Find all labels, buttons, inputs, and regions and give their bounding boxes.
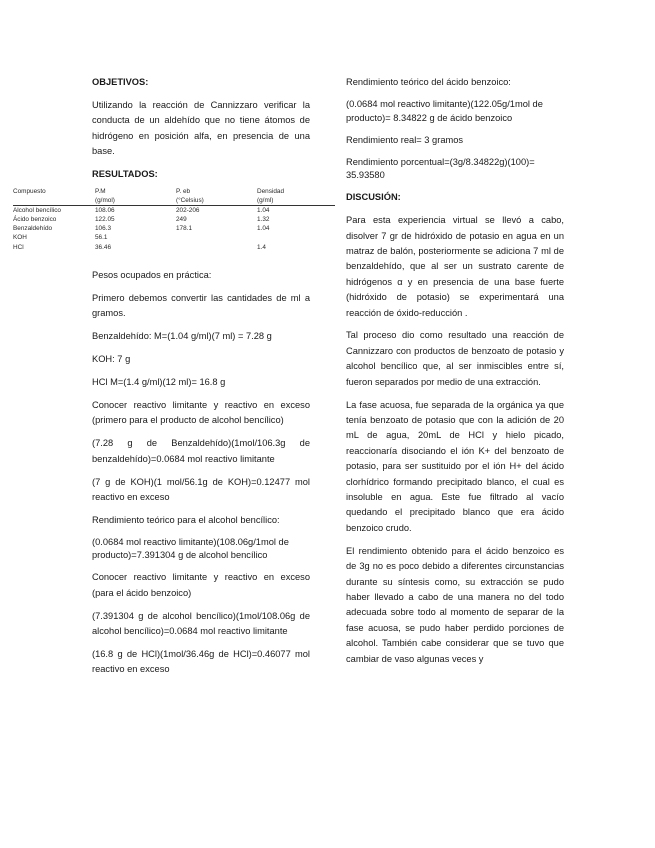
paragraph: Para esta experiencia virtual se llevó a cabo, disolver 7 gr de hidróxido de potasio en agua en un matraz de balón, posteriormente se adiciona 7 ml de benzaldehído, que al ser un sustrato carente de hidrógenos α y en presencia de una base fuerte (hidróxido de potasio) se experimentará una reacción de óxido-reducción . bbox=[346, 215, 564, 318]
table-cell: Alcohol bencílico bbox=[13, 207, 61, 215]
discusion-heading: DISCUSIÓN: bbox=[346, 192, 401, 203]
paragraph: Rendimiento porcentual=(3g/8.34822g)(100)= 35.93580 bbox=[346, 156, 535, 181]
table-header-row bbox=[13, 187, 335, 206]
paragraph: La fase acuosa, fue separada de la orgánica ya que tenía benzoato de potasio que con la adición de 20 mL de agua, 20mL de HCl y hielo picado, reaccionaría disociando el ión K+ del benzoato de potasio, para ser sustituido por el ión H+ del ácido clorhídrico formando precipitado blanco, el cual es insoluble en agua. Este fue filtrado al vacío quedando el precipitado blanco que era ácido benzoico crudo. bbox=[346, 399, 564, 533]
table-row bbox=[13, 224, 335, 233]
pesos-heading: Pesos ocupados en práctica: bbox=[92, 269, 212, 280]
paragraph: (0.0684 mol reactivo limitante)(108.06g/1mol de producto)=7.391304 g de alcohol bencílico bbox=[92, 536, 289, 561]
table-cell: HCl bbox=[13, 243, 24, 251]
table-cell bbox=[176, 243, 257, 252]
paragraph: HCl M=(1.4 g/ml)(12 ml)= 16.8 g bbox=[92, 376, 226, 387]
paragraph: Primero debemos convertir las cantidades de ml a gramos. bbox=[92, 292, 310, 319]
table-header-cell: Densidad (g/ml) bbox=[257, 188, 285, 205]
right-column bbox=[346, 75, 564, 674]
table-cell: 1.4 bbox=[257, 243, 266, 251]
table-cell: Benzaldehído bbox=[13, 225, 53, 233]
paragraph: Tal proceso dio como resultado una reacción de Cannizzaro con productos de benzoato de potasio y alcohol bencílico que, al ser inmiscibles entre sí, fueron separados por medio de una extracción. bbox=[346, 330, 564, 387]
table-cell bbox=[257, 233, 335, 242]
resultados-heading: RESULTADOS: bbox=[92, 169, 158, 180]
table-cell: 1.04 bbox=[257, 207, 270, 215]
table-row bbox=[13, 243, 335, 252]
table-cell: 1.32 bbox=[257, 216, 270, 224]
table-cell: 108.06 bbox=[95, 207, 115, 215]
paragraph: (0.0684 mol reactivo limitante)(122.05g/1mol de producto)= 8.34822 g de ácido benzoico bbox=[346, 98, 543, 123]
paragraph: Benzaldehído: M=(1.04 g/ml)(7 ml) = 7.28 g bbox=[92, 331, 272, 342]
paragraph: Rendimiento real= 3 gramos bbox=[346, 134, 464, 145]
table-row bbox=[13, 206, 335, 215]
left-column bbox=[92, 75, 310, 685]
table-header-cell: Compuesto bbox=[13, 188, 46, 195]
table-cell: Ácido benzoico bbox=[13, 216, 57, 224]
paragraph: Rendimiento teórico del ácido benzoico: bbox=[346, 77, 511, 87]
paragraph: El rendimiento obtenido para el ácido benzoico es de 3g no es poco debido a diferentes circunstancias durante su síntesis como, su extracción se pudo haber llevado a cabo de una manera no del todo adecuada sobre todo al momento de separar de la fase acuosa, se pudo haber perdido porciones de alcohol. También cabe considerar que se tuvo que cambiar de vaso algunas veces y bbox=[346, 545, 564, 664]
table-cell: 202-206 bbox=[176, 207, 200, 215]
paragraph: (16.8 g de HCl)(1mol/36.46g de HCl)=0.46077 mol reactivo en exceso bbox=[92, 649, 310, 675]
paragraph: (7.28 g de Benzaldehído)(1mol/106.3g de benzaldehído)=0.0684 mol reactivo limitante bbox=[92, 438, 310, 464]
objetivos-heading: OBJETIVOS: bbox=[92, 77, 149, 87]
paragraph: Conocer reactivo limitante y reactivo en exceso (para el ácido benzoico) bbox=[92, 572, 310, 598]
table-header-cell: P. eb (°Celsius) bbox=[176, 188, 204, 205]
table-cell: 106.3 bbox=[95, 225, 111, 233]
table-cell: 122.05 bbox=[95, 216, 115, 224]
paragraph: Conocer reactivo limitante y reactivo en exceso (primero para el producto de alcohol bencílico) bbox=[92, 399, 310, 426]
table-cell: 36.46 bbox=[95, 243, 111, 251]
table-cell: 249 bbox=[176, 216, 187, 224]
table-header-cell: P.M (g/mol) bbox=[95, 188, 115, 205]
table-cell: KOH bbox=[13, 234, 27, 242]
paragraph: KOH: 7 g bbox=[92, 354, 131, 365]
results-table bbox=[13, 187, 335, 252]
objetivos-text: Utilizando la reacción de Cannizzaro verificar la conducta de un aldehído que no tiene átomos de hidrógeno en posición alfa, en presencia de una base. bbox=[92, 99, 310, 157]
paragraph: (7.391304 g de alcohol bencílico)(1mol/108.06g de alcohol bencílico)=0.0684 mol reactivo limitante bbox=[92, 610, 310, 637]
table-cell bbox=[176, 233, 257, 242]
table-cell: 56.1 bbox=[95, 234, 108, 242]
table-row bbox=[13, 233, 335, 242]
table-row bbox=[13, 215, 335, 224]
table-cell: 178.1 bbox=[176, 225, 192, 233]
table-cell: 1.04 bbox=[257, 225, 270, 233]
paragraph: (7 g de KOH)(1 mol/56.1g de KOH)=0.12477 mol reactivo en exceso bbox=[92, 476, 310, 502]
paragraph: Rendimiento teórico para el alcohol bencílico: bbox=[92, 514, 280, 525]
